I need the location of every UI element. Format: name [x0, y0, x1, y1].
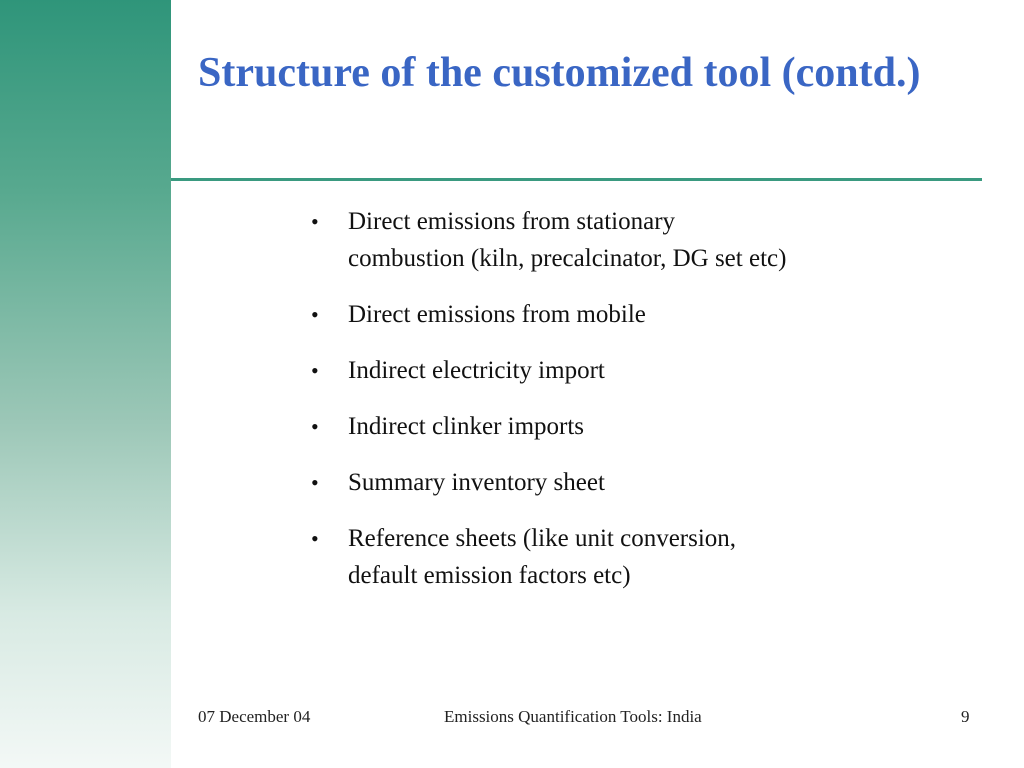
bullet-item	[311, 520, 911, 594]
bullet-marker: •	[311, 209, 319, 234]
footer-date: 07 December 04	[198, 707, 311, 726]
bullet-item	[311, 203, 911, 277]
bullet-marker: •	[311, 526, 319, 551]
title-divider	[171, 178, 982, 181]
bullet-marker: •	[311, 358, 319, 383]
bullet-text: Reference sheets (like unit conversion, default emission factors etc)	[348, 525, 737, 589]
bullet-text: Indirect electricity import	[348, 357, 605, 384]
bullet-item	[311, 464, 911, 501]
bullet-marker: •	[311, 302, 319, 327]
slide-title: Structure of the customized tool (contd.)	[198, 50, 921, 96]
bullet-text: Indirect clinker imports	[348, 413, 585, 440]
bullet-marker: •	[311, 414, 319, 439]
bullet-text: Summary inventory sheet	[348, 469, 605, 496]
bullet-text: Direct emissions from stationary combustion (kiln, precalcinator, DG set etc)	[348, 208, 787, 272]
bullet-list	[311, 203, 911, 613]
bullet-item	[311, 408, 911, 445]
side-gradient-band	[0, 0, 171, 768]
footer-presentation-title: Emissions Quantification Tools: India	[444, 707, 702, 726]
bullet-marker: •	[311, 470, 319, 495]
bullet-item	[311, 352, 911, 389]
footer-page-number: 9	[961, 707, 970, 726]
bullet-item	[311, 296, 911, 333]
bullet-text: Direct emissions from mobile	[348, 301, 646, 328]
